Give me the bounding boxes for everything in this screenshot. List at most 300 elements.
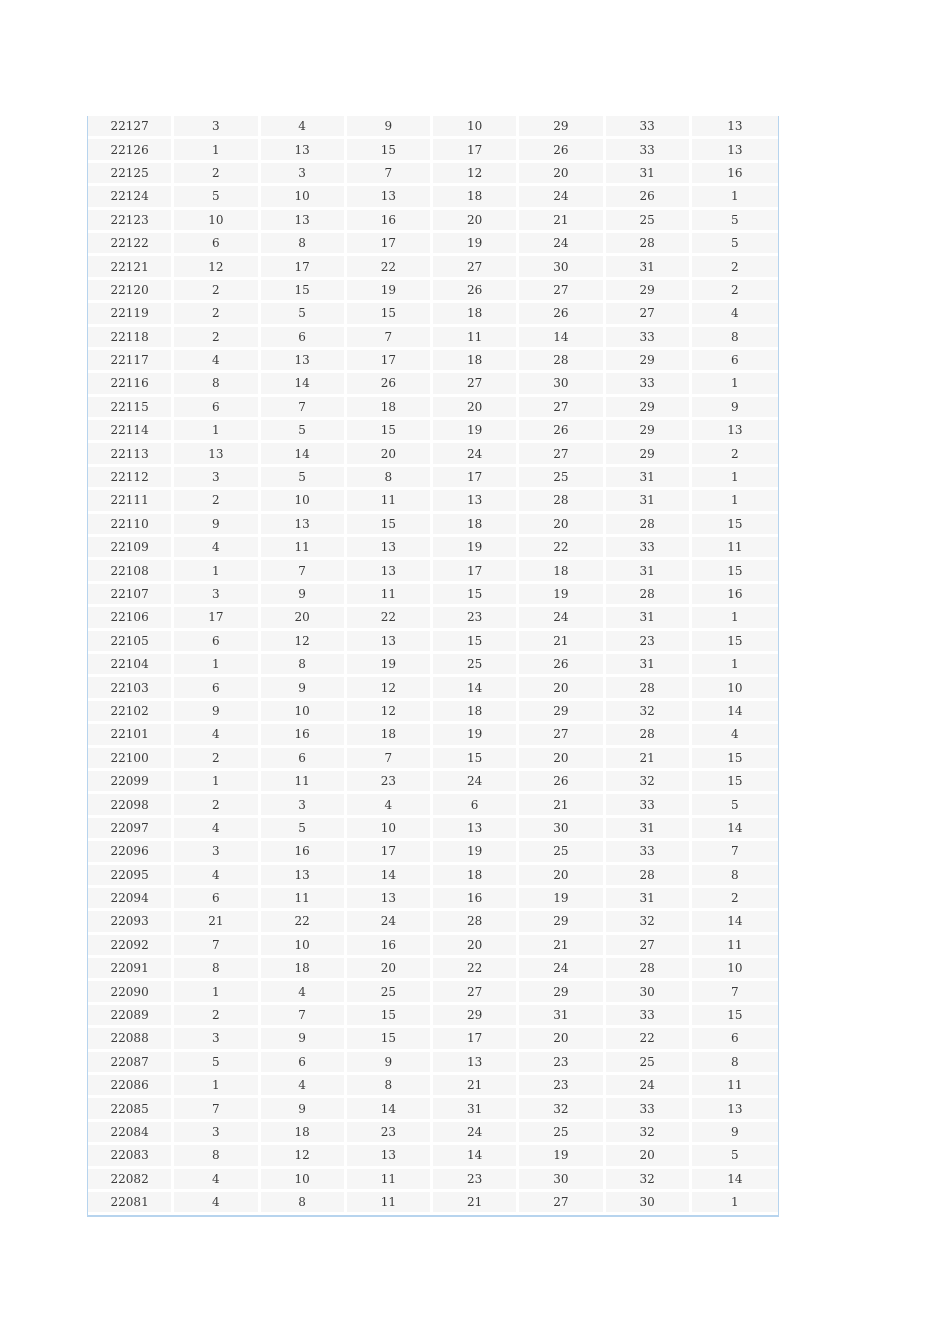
number-cell: 10 <box>347 818 433 841</box>
number-cell: 18 <box>433 186 519 209</box>
number-cell: 14 <box>261 373 347 396</box>
number-cell: 13 <box>433 1052 519 1075</box>
number-cell: 5 <box>174 1052 260 1075</box>
number-cell: 23 <box>347 1122 433 1145</box>
number-cell: 10 <box>174 210 260 233</box>
number-cell: 16 <box>261 724 347 747</box>
number-cell: 5 <box>692 210 778 233</box>
table-row <box>88 256 778 279</box>
issue-number-cell: 22120 <box>88 280 174 303</box>
number-cell: 17 <box>261 256 347 279</box>
table-row <box>88 958 778 981</box>
table-row <box>88 186 778 209</box>
number-cell: 14 <box>261 443 347 466</box>
number-cell: 20 <box>519 677 605 700</box>
table-row <box>88 771 778 794</box>
number-cell: 21 <box>433 1192 519 1215</box>
table-row <box>88 1098 778 1121</box>
number-cell: 31 <box>606 163 692 186</box>
number-cell: 4 <box>174 350 260 373</box>
number-cell: 17 <box>174 607 260 630</box>
number-cell: 29 <box>519 911 605 934</box>
number-cell: 13 <box>174 443 260 466</box>
number-cell: 3 <box>174 116 260 139</box>
number-cell: 28 <box>606 865 692 888</box>
number-cell: 23 <box>433 607 519 630</box>
number-cell: 8 <box>347 467 433 490</box>
number-cell: 9 <box>347 116 433 139</box>
number-cell: 9 <box>174 701 260 724</box>
issue-number-cell: 22108 <box>88 560 174 583</box>
issue-number-cell: 22102 <box>88 701 174 724</box>
number-cell: 21 <box>606 748 692 771</box>
number-cell: 12 <box>347 701 433 724</box>
number-cell: 32 <box>606 1122 692 1145</box>
issue-number-cell: 22099 <box>88 771 174 794</box>
table-row <box>88 1169 778 1192</box>
number-cell: 19 <box>519 1145 605 1168</box>
number-cell: 13 <box>347 537 433 560</box>
number-cell: 8 <box>261 233 347 256</box>
table-row <box>88 654 778 677</box>
table-row <box>88 677 778 700</box>
number-cell: 15 <box>692 514 778 537</box>
number-cell: 24 <box>519 233 605 256</box>
number-cell: 27 <box>519 280 605 303</box>
number-cell: 15 <box>347 139 433 162</box>
issue-number-cell: 22091 <box>88 958 174 981</box>
number-cell: 15 <box>433 748 519 771</box>
number-cell: 14 <box>519 327 605 350</box>
number-cell: 3 <box>261 163 347 186</box>
number-cell: 28 <box>519 350 605 373</box>
table-row <box>88 303 778 326</box>
number-cell: 23 <box>519 1075 605 1098</box>
number-cell: 9 <box>174 514 260 537</box>
number-cell: 21 <box>519 794 605 817</box>
number-cell: 20 <box>519 748 605 771</box>
number-cell: 31 <box>606 654 692 677</box>
number-cell: 27 <box>519 443 605 466</box>
number-cell: 7 <box>347 327 433 350</box>
number-cell: 10 <box>692 677 778 700</box>
number-cell: 12 <box>433 163 519 186</box>
number-cell: 30 <box>519 818 605 841</box>
number-cell: 32 <box>606 1169 692 1192</box>
number-cell: 3 <box>174 841 260 864</box>
table-row <box>88 631 778 654</box>
number-cell: 14 <box>433 677 519 700</box>
number-cell: 27 <box>519 397 605 420</box>
issue-number-cell: 22114 <box>88 420 174 443</box>
number-cell: 2 <box>692 443 778 466</box>
number-cell: 10 <box>261 935 347 958</box>
number-cell: 4 <box>174 818 260 841</box>
number-cell: 1 <box>692 1192 778 1215</box>
number-cell: 13 <box>692 420 778 443</box>
issue-number-cell: 22101 <box>88 724 174 747</box>
issue-number-cell: 22111 <box>88 490 174 513</box>
number-cell: 16 <box>692 163 778 186</box>
number-cell: 3 <box>174 1028 260 1051</box>
table-row <box>88 233 778 256</box>
number-cell: 9 <box>261 1098 347 1121</box>
number-cell: 9 <box>261 584 347 607</box>
number-cell: 22 <box>519 537 605 560</box>
number-cell: 7 <box>692 981 778 1004</box>
table-row <box>88 935 778 958</box>
number-cell: 33 <box>606 794 692 817</box>
number-cell: 6 <box>261 327 347 350</box>
number-cell: 26 <box>347 373 433 396</box>
number-cell: 6 <box>261 1052 347 1075</box>
number-cell: 11 <box>347 584 433 607</box>
number-cell: 28 <box>606 584 692 607</box>
number-cell: 7 <box>347 163 433 186</box>
number-cell: 5 <box>692 233 778 256</box>
issue-number-cell: 22119 <box>88 303 174 326</box>
number-cell: 28 <box>606 677 692 700</box>
number-cell: 9 <box>692 1122 778 1145</box>
issue-number-cell: 22110 <box>88 514 174 537</box>
table-row <box>88 794 778 817</box>
issue-number-cell: 22118 <box>88 327 174 350</box>
number-cell: 13 <box>347 631 433 654</box>
number-cell: 10 <box>692 958 778 981</box>
number-cell: 13 <box>261 139 347 162</box>
number-cell: 20 <box>519 865 605 888</box>
number-cell: 30 <box>606 981 692 1004</box>
number-cell: 25 <box>519 1122 605 1145</box>
number-cell: 17 <box>433 139 519 162</box>
number-cell: 15 <box>347 514 433 537</box>
table-row <box>88 280 778 303</box>
number-cell: 29 <box>519 701 605 724</box>
number-cell: 22 <box>261 911 347 934</box>
number-cell: 18 <box>519 560 605 583</box>
number-cell: 24 <box>519 186 605 209</box>
number-cell: 2 <box>692 256 778 279</box>
number-cell: 25 <box>347 981 433 1004</box>
number-cell: 20 <box>433 935 519 958</box>
table-row <box>88 420 778 443</box>
number-cell: 15 <box>261 280 347 303</box>
number-cell: 4 <box>174 724 260 747</box>
table-row <box>88 443 778 466</box>
number-cell: 5 <box>692 794 778 817</box>
lottery-results-table <box>87 116 779 1217</box>
number-cell: 28 <box>606 724 692 747</box>
issue-number-cell: 22094 <box>88 888 174 911</box>
table-row <box>88 607 778 630</box>
number-cell: 31 <box>606 560 692 583</box>
number-cell: 5 <box>261 420 347 443</box>
number-cell: 14 <box>692 911 778 934</box>
number-cell: 1 <box>174 1075 260 1098</box>
number-cell: 29 <box>519 116 605 139</box>
number-cell: 13 <box>433 490 519 513</box>
issue-number-cell: 22082 <box>88 1169 174 1192</box>
number-cell: 12 <box>261 631 347 654</box>
table-row <box>88 1122 778 1145</box>
number-cell: 30 <box>606 1192 692 1215</box>
number-cell: 25 <box>519 841 605 864</box>
number-cell: 7 <box>261 397 347 420</box>
number-cell: 11 <box>692 935 778 958</box>
table-row <box>88 116 778 139</box>
number-cell: 16 <box>433 888 519 911</box>
number-cell: 24 <box>519 607 605 630</box>
number-cell: 3 <box>261 794 347 817</box>
number-cell: 7 <box>174 1098 260 1121</box>
issue-number-cell: 22116 <box>88 373 174 396</box>
number-cell: 7 <box>174 935 260 958</box>
number-cell: 4 <box>347 794 433 817</box>
number-cell: 15 <box>692 560 778 583</box>
number-cell: 4 <box>174 1192 260 1215</box>
number-cell: 1 <box>174 771 260 794</box>
number-cell: 16 <box>347 935 433 958</box>
issue-number-cell: 22122 <box>88 233 174 256</box>
table-row <box>88 139 778 162</box>
number-cell: 20 <box>433 210 519 233</box>
number-cell: 5 <box>261 818 347 841</box>
issue-number-cell: 22115 <box>88 397 174 420</box>
issue-number-cell: 22104 <box>88 654 174 677</box>
table-row <box>88 748 778 771</box>
number-cell: 15 <box>347 1005 433 1028</box>
table-row <box>88 911 778 934</box>
table-row <box>88 841 778 864</box>
number-cell: 10 <box>261 490 347 513</box>
number-cell: 13 <box>692 1098 778 1121</box>
number-cell: 12 <box>347 677 433 700</box>
table-row <box>88 701 778 724</box>
number-cell: 20 <box>606 1145 692 1168</box>
number-cell: 19 <box>433 724 519 747</box>
number-cell: 3 <box>174 1122 260 1145</box>
number-cell: 27 <box>433 373 519 396</box>
number-cell: 14 <box>347 1098 433 1121</box>
number-cell: 27 <box>606 303 692 326</box>
number-cell: 17 <box>433 467 519 490</box>
number-cell: 11 <box>261 537 347 560</box>
table-row <box>88 584 778 607</box>
number-cell: 20 <box>519 163 605 186</box>
number-cell: 13 <box>347 560 433 583</box>
number-cell: 2 <box>174 280 260 303</box>
number-cell: 24 <box>347 911 433 934</box>
issue-number-cell: 22126 <box>88 139 174 162</box>
number-cell: 17 <box>347 350 433 373</box>
number-cell: 23 <box>433 1169 519 1192</box>
issue-number-cell: 22098 <box>88 794 174 817</box>
number-cell: 15 <box>347 1028 433 1051</box>
number-cell: 26 <box>433 280 519 303</box>
number-cell: 4 <box>174 537 260 560</box>
number-cell: 29 <box>606 397 692 420</box>
number-cell: 11 <box>692 1075 778 1098</box>
number-cell: 23 <box>519 1052 605 1075</box>
number-cell: 33 <box>606 373 692 396</box>
issue-number-cell: 22083 <box>88 1145 174 1168</box>
table-row <box>88 1145 778 1168</box>
number-cell: 7 <box>261 1005 347 1028</box>
number-cell: 30 <box>519 256 605 279</box>
number-cell: 25 <box>519 467 605 490</box>
number-cell: 10 <box>261 701 347 724</box>
number-cell: 21 <box>519 210 605 233</box>
table-row <box>88 537 778 560</box>
number-cell: 24 <box>433 443 519 466</box>
table-row <box>88 818 778 841</box>
issue-number-cell: 22089 <box>88 1005 174 1028</box>
number-cell: 19 <box>519 584 605 607</box>
number-cell: 10 <box>261 186 347 209</box>
table-row <box>88 327 778 350</box>
number-cell: 19 <box>347 654 433 677</box>
number-cell: 13 <box>347 888 433 911</box>
issue-number-cell: 22090 <box>88 981 174 1004</box>
table-row <box>88 1028 778 1051</box>
number-cell: 14 <box>347 865 433 888</box>
number-cell: 28 <box>606 233 692 256</box>
number-cell: 31 <box>606 607 692 630</box>
number-cell: 13 <box>261 210 347 233</box>
number-cell: 26 <box>519 654 605 677</box>
number-cell: 18 <box>261 958 347 981</box>
number-cell: 31 <box>606 467 692 490</box>
issue-number-cell: 22081 <box>88 1192 174 1215</box>
number-cell: 27 <box>519 1192 605 1215</box>
number-cell: 30 <box>519 373 605 396</box>
number-cell: 24 <box>606 1075 692 1098</box>
number-cell: 13 <box>347 186 433 209</box>
number-cell: 32 <box>519 1098 605 1121</box>
number-cell: 26 <box>519 420 605 443</box>
table-row <box>88 490 778 513</box>
number-cell: 1 <box>692 654 778 677</box>
number-cell: 23 <box>347 771 433 794</box>
number-cell: 18 <box>347 397 433 420</box>
number-cell: 13 <box>692 139 778 162</box>
number-cell: 4 <box>261 1075 347 1098</box>
table-row <box>88 514 778 537</box>
issue-number-cell: 22105 <box>88 631 174 654</box>
number-cell: 17 <box>347 841 433 864</box>
number-cell: 25 <box>606 1052 692 1075</box>
number-cell: 15 <box>347 303 433 326</box>
number-cell: 9 <box>261 1028 347 1051</box>
number-cell: 27 <box>606 935 692 958</box>
number-cell: 2 <box>174 303 260 326</box>
number-cell: 14 <box>692 818 778 841</box>
number-cell: 27 <box>433 981 519 1004</box>
number-cell: 32 <box>606 771 692 794</box>
number-cell: 13 <box>692 116 778 139</box>
issue-number-cell: 22085 <box>88 1098 174 1121</box>
number-cell: 13 <box>261 350 347 373</box>
number-cell: 18 <box>433 701 519 724</box>
number-cell: 16 <box>692 584 778 607</box>
number-cell: 29 <box>519 981 605 1004</box>
number-cell: 6 <box>174 397 260 420</box>
number-cell: 4 <box>261 981 347 1004</box>
number-cell: 8 <box>347 1075 433 1098</box>
issue-number-cell: 22086 <box>88 1075 174 1098</box>
issue-number-cell: 22113 <box>88 443 174 466</box>
number-cell: 33 <box>606 327 692 350</box>
number-cell: 8 <box>174 958 260 981</box>
table-row <box>88 350 778 373</box>
number-cell: 20 <box>519 1028 605 1051</box>
number-cell: 8 <box>261 1192 347 1215</box>
number-cell: 1 <box>692 490 778 513</box>
number-cell: 24 <box>433 771 519 794</box>
number-cell: 21 <box>433 1075 519 1098</box>
number-cell: 5 <box>174 186 260 209</box>
table-row <box>88 210 778 233</box>
number-cell: 19 <box>519 888 605 911</box>
number-cell: 11 <box>261 888 347 911</box>
number-cell: 29 <box>606 420 692 443</box>
results-grid <box>88 116 778 1215</box>
number-cell: 14 <box>433 1145 519 1168</box>
table-row <box>88 724 778 747</box>
number-cell: 1 <box>692 373 778 396</box>
number-cell: 2 <box>692 280 778 303</box>
issue-number-cell: 22100 <box>88 748 174 771</box>
number-cell: 29 <box>606 280 692 303</box>
number-cell: 26 <box>606 186 692 209</box>
issue-number-cell: 22095 <box>88 865 174 888</box>
table-row <box>88 865 778 888</box>
number-cell: 24 <box>519 958 605 981</box>
table-row <box>88 163 778 186</box>
number-cell: 20 <box>519 514 605 537</box>
number-cell: 1 <box>692 186 778 209</box>
issue-number-cell: 22117 <box>88 350 174 373</box>
number-cell: 1 <box>692 467 778 490</box>
number-cell: 1 <box>174 139 260 162</box>
number-cell: 14 <box>692 1169 778 1192</box>
table-row <box>88 1052 778 1075</box>
number-cell: 28 <box>433 911 519 934</box>
number-cell: 19 <box>433 420 519 443</box>
number-cell: 33 <box>606 537 692 560</box>
number-cell: 9 <box>261 677 347 700</box>
number-cell: 28 <box>519 490 605 513</box>
number-cell: 8 <box>261 654 347 677</box>
number-cell: 2 <box>174 748 260 771</box>
number-cell: 21 <box>519 631 605 654</box>
number-cell: 31 <box>519 1005 605 1028</box>
number-cell: 26 <box>519 139 605 162</box>
number-cell: 9 <box>347 1052 433 1075</box>
number-cell: 24 <box>433 1122 519 1145</box>
table-row <box>88 560 778 583</box>
number-cell: 1 <box>174 654 260 677</box>
number-cell: 18 <box>347 724 433 747</box>
number-cell: 4 <box>174 1169 260 1192</box>
number-cell: 15 <box>692 631 778 654</box>
number-cell: 16 <box>261 841 347 864</box>
number-cell: 5 <box>261 467 347 490</box>
table-row <box>88 1005 778 1028</box>
table-row <box>88 373 778 396</box>
number-cell: 1 <box>174 560 260 583</box>
number-cell: 19 <box>347 280 433 303</box>
